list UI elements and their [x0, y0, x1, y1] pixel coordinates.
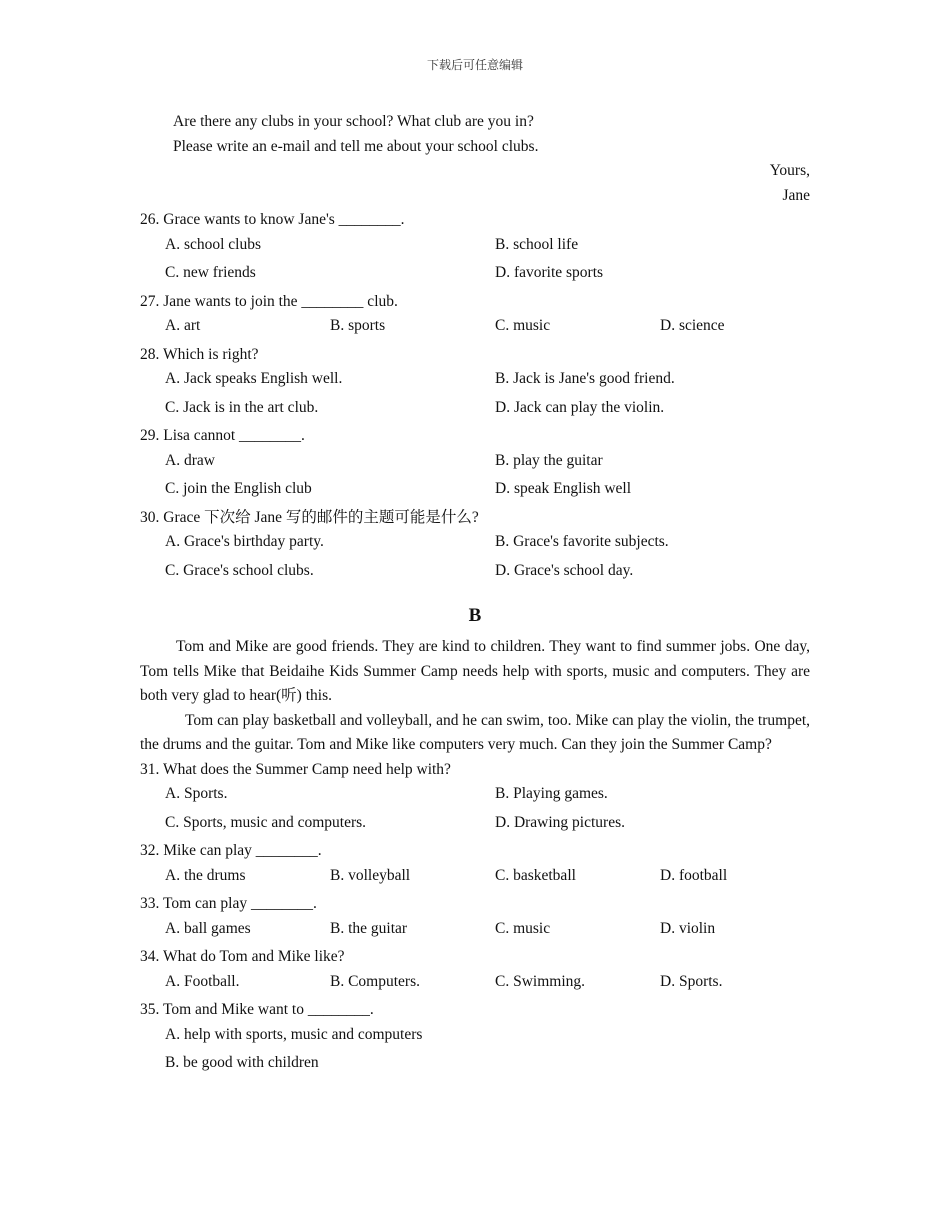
- option-a: A. draw: [165, 451, 215, 469]
- option-b: B. play the guitar: [495, 451, 603, 469]
- option-d: D. violin: [660, 919, 716, 937]
- question-33: [140, 892, 810, 941]
- option-a: A. Football.: [165, 972, 240, 990]
- question-stem: 33. Tom can play ________.: [140, 895, 317, 912]
- question-stem: 29. Lisa cannot ________.: [140, 427, 305, 444]
- question-stem: 31. What does the Summer Camp need help with?: [140, 760, 451, 778]
- question-stem: 35. Tom and Mike want to ________.: [140, 1001, 374, 1018]
- section-title: B: [468, 605, 482, 626]
- option-b: B. volleyball: [330, 866, 411, 884]
- option-c: C. music: [495, 317, 551, 334]
- option-b: B. the guitar: [330, 919, 408, 937]
- page-header: 下载后可任意编辑: [426, 58, 523, 72]
- option-a: A. art: [165, 317, 201, 334]
- option-a: A. help with sports, music and computers: [165, 1025, 423, 1043]
- option-d: D. Drawing pictures.: [495, 813, 625, 831]
- option-c: C. Grace's school clubs.: [165, 561, 314, 579]
- letter-signature: Jane: [782, 186, 810, 204]
- option-c: C. Swimming.: [495, 972, 586, 990]
- option-b: B. Grace's favorite subjects.: [495, 533, 669, 550]
- option-a: A. Jack speaks English well.: [165, 370, 343, 387]
- option-c: C. Jack is in the art club.: [165, 398, 319, 416]
- question-31: [140, 758, 810, 836]
- option-d: D. science: [660, 317, 725, 334]
- passage-paragraph-1: Tom and Mike are good friends. They are kind to children. They want to find summer jobs. One day, Tom tells Mike that Beidaihe Kids Summer Camp needs help with sports, music and computers. They are both very glad to hear(听) this.: [140, 638, 810, 704]
- option-b: B. Jack is Jane's good friend.: [495, 370, 675, 387]
- letter-closing: Yours,: [769, 162, 810, 179]
- option-d: D. football: [660, 866, 728, 884]
- option-c: C. join the English club: [165, 480, 312, 497]
- option-c: C. basketball: [495, 866, 576, 884]
- option-b: B. be good with children: [165, 1054, 319, 1071]
- option-c: C. Sports, music and computers.: [165, 813, 367, 831]
- option-c: C. music: [495, 919, 551, 937]
- question-29: [140, 424, 810, 502]
- option-a: A. the drums: [165, 866, 246, 884]
- question-26: [140, 208, 810, 286]
- question-32: [140, 839, 810, 888]
- question-stem: 32. Mike can play ________.: [140, 842, 322, 859]
- passage-paragraph-2: Tom can play basketball and volleyball, and he can swim, too. Mike can play the violin, the trumpet, the drums and the guitar. Tom and Mike like computers very much. Can they join the Summer Camp?: [140, 711, 810, 753]
- option-b: B. school life: [495, 235, 579, 253]
- option-b: B. Playing games.: [495, 785, 608, 802]
- question-28: [140, 343, 810, 421]
- option-d: D. favorite sports: [495, 264, 604, 281]
- option-b: B. Computers.: [330, 972, 420, 990]
- question-stem: 26. Grace wants to know Jane's ________.: [140, 211, 405, 228]
- question-34: [140, 945, 810, 994]
- document-body: [140, 110, 810, 1080]
- option-c: C. new friends: [165, 264, 256, 281]
- letter-line-1: Are there any clubs in your school? What club are you in?: [173, 113, 534, 130]
- option-a: A. Grace's birthday party.: [165, 533, 324, 550]
- option-d: D. Jack can play the violin.: [495, 398, 665, 416]
- option-a: A. ball games: [165, 919, 251, 937]
- option-d: D. Grace's school day.: [495, 561, 634, 579]
- letter-line-2: Please write an e-mail and tell me about your school clubs.: [173, 137, 539, 155]
- question-stem: 30. Grace 下次给 Jane 写的邮件的主题可能是什么?: [140, 508, 479, 526]
- question-stem: 27. Jane wants to join the ________ club.: [140, 292, 398, 310]
- option-b: B. sports: [330, 317, 386, 334]
- question-30: [140, 506, 810, 584]
- question-27: [140, 290, 810, 339]
- question-stem: 34. What do Tom and Mike like?: [140, 948, 345, 965]
- option-d: D. Sports.: [660, 972, 723, 990]
- option-a: A. school clubs: [165, 235, 262, 253]
- question-35: [140, 998, 810, 1076]
- question-stem: 28. Which is right?: [140, 345, 259, 363]
- option-d: D. speak English well: [495, 480, 632, 497]
- option-a: A. Sports.: [165, 785, 228, 802]
